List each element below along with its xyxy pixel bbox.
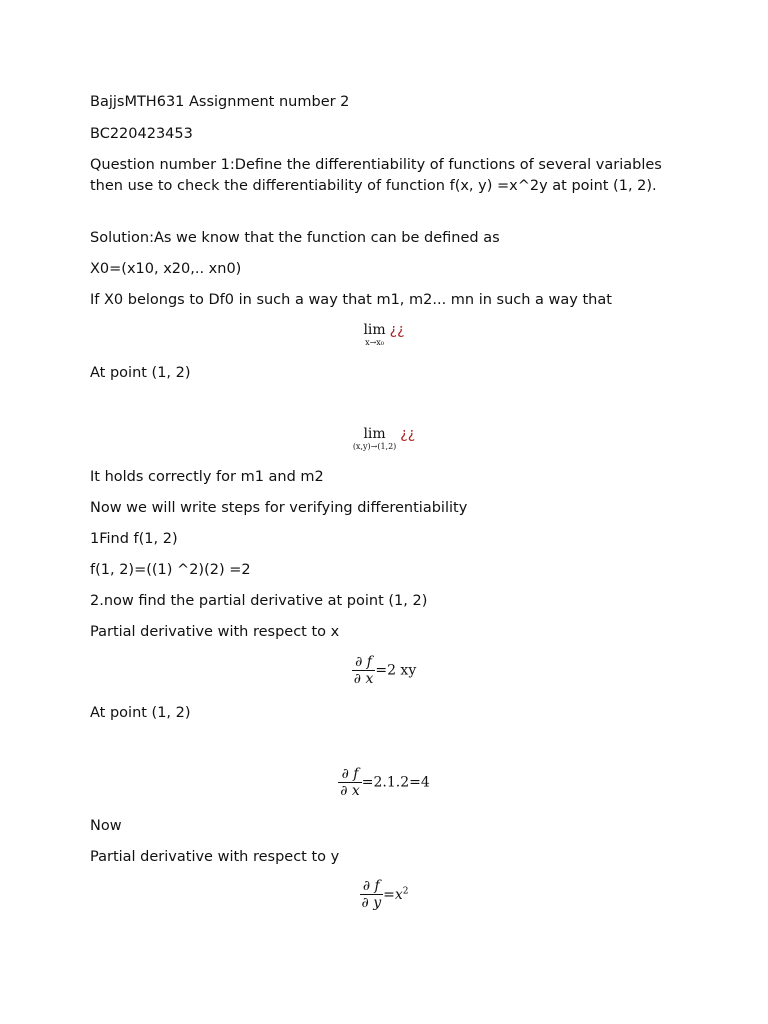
- solution-intro: Solution:As we know that the function can be defined as: [90, 230, 500, 246]
- step-2-text: 2.now find the partial derivative at point (1, 2): [90, 593, 428, 609]
- at-point-text: At point (1, 2): [90, 365, 191, 381]
- student-id: BC220423453: [90, 126, 193, 142]
- question-text: Question number 1:Define the differentiability of functions of several variables then use to check the differentiability of function f(x, y) =x^2y at point (1, 2).: [90, 157, 662, 194]
- limit-equation-1: [0, 322, 768, 348]
- limit-equation-2: [0, 426, 768, 452]
- fraction: $\frac{\partial f}{\partial x}$: [353, 654, 374, 687]
- holds-text: It holds correctly for m1 and m2: [90, 469, 324, 485]
- partial-y-equation: $\frac{\partial f}{\partial y}$ $=x^2$: [361, 878, 409, 911]
- f-value-text: f(1, 2)=((1) ^2)(2) =2: [90, 562, 251, 578]
- missing-glyph-mark: ¿¿: [400, 426, 416, 442]
- partial-x-heading: Partial derivative with respect to x: [90, 624, 340, 640]
- missing-glyph-mark: ¿¿: [389, 322, 405, 338]
- at-point-text-2: At point (1, 2): [90, 705, 191, 721]
- limit-operator: lim x→x₀: [363, 322, 386, 347]
- step-1-text: 1Find f(1, 2): [90, 531, 178, 547]
- steps-text: Now we will write steps for verifying differentiability: [90, 500, 468, 516]
- fraction: $\frac{\partial f}{\partial y}$: [361, 878, 382, 911]
- condition-text: If X0 belongs to Df0 in such a way that m1, m2... mn in such a way that: [90, 292, 612, 308]
- fraction: $\frac{\partial f}{\partial x}$: [340, 766, 360, 799]
- partial-y-heading: Partial derivative with respect to y: [90, 849, 340, 865]
- x0-definition: X0=(x10, x20,.. xn0): [90, 261, 242, 277]
- now-text: Now: [90, 818, 122, 834]
- partial-x-at-point-equation: $\frac{\partial f}{\partial x}$ =2.1.2=4: [340, 766, 430, 799]
- limit-operator: lim (x,y)→(1,2): [352, 426, 397, 451]
- document-title: BajjsMTH631 Assignment number 2: [90, 94, 350, 110]
- partial-x-equation: $\frac{\partial f}{\partial x}$ =2 xy: [353, 654, 417, 687]
